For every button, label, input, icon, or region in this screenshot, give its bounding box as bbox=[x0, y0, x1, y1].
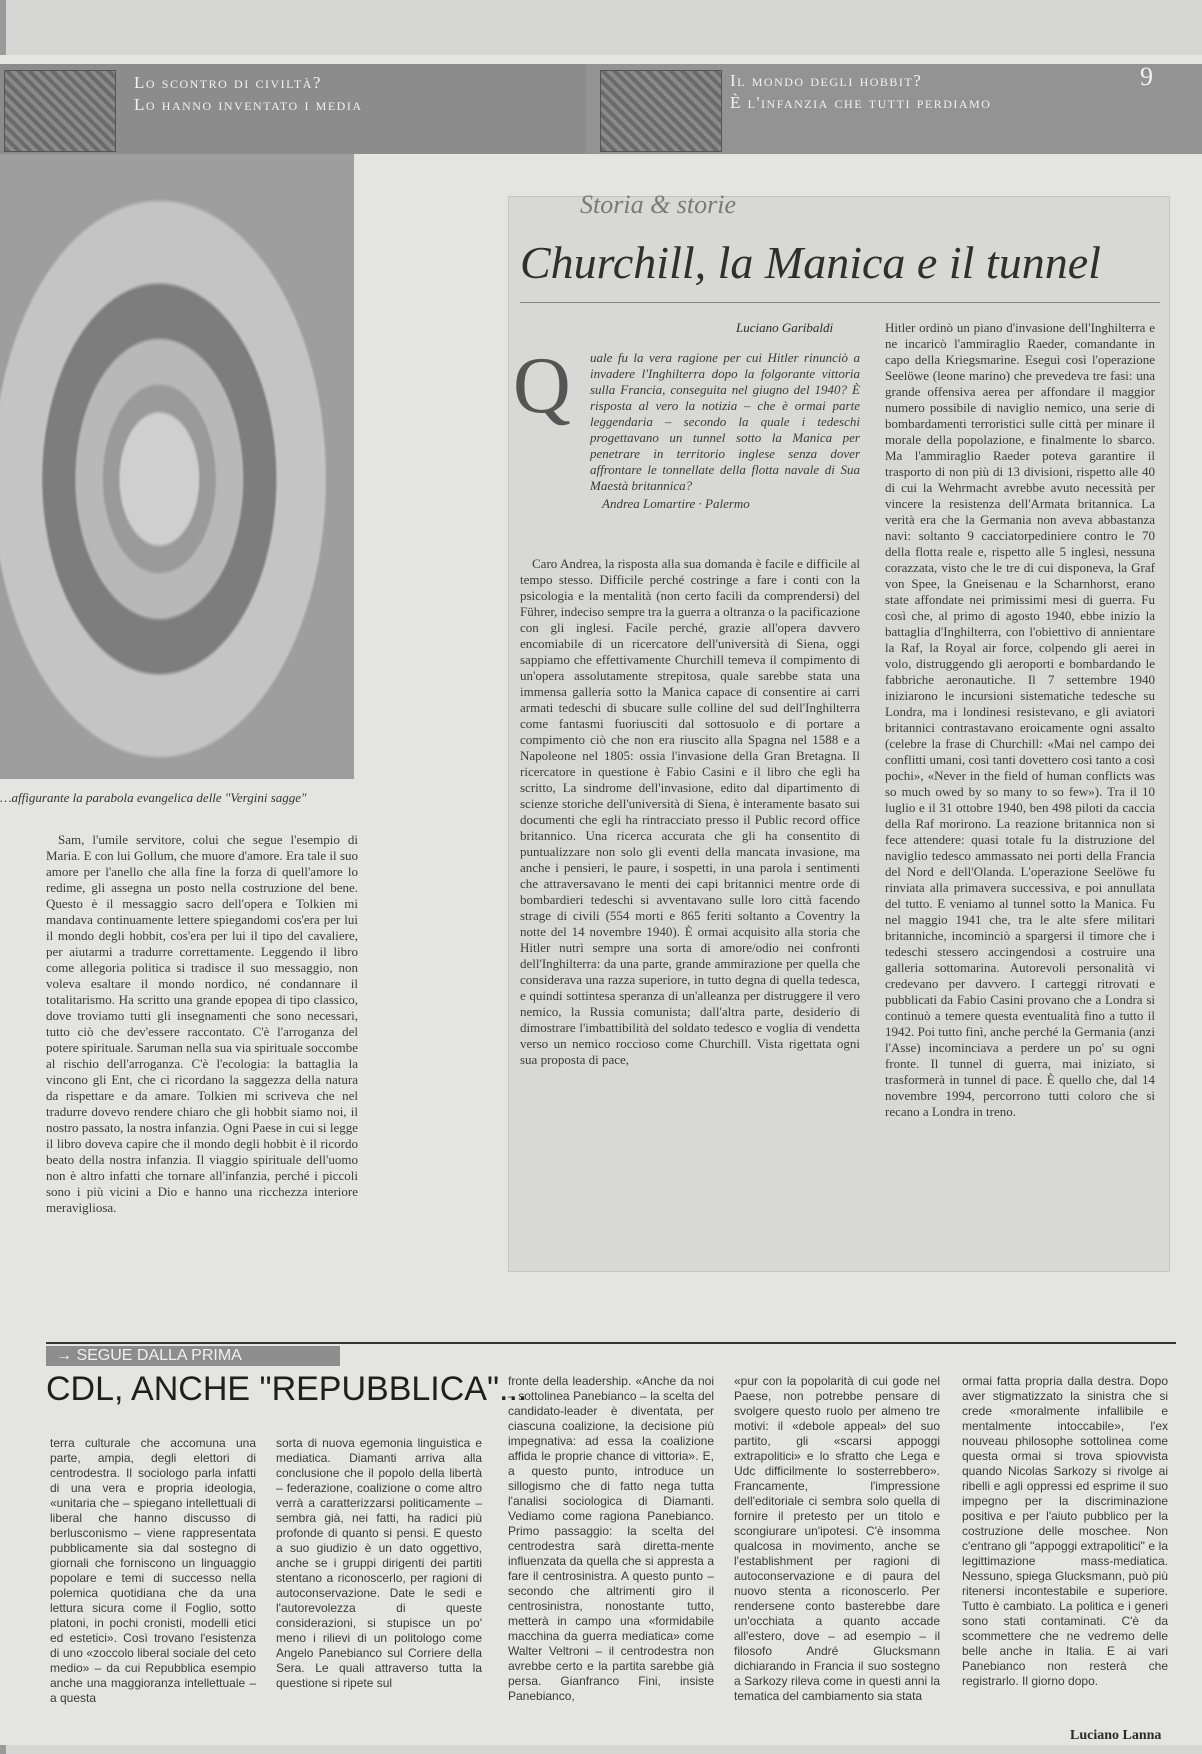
headline-rule bbox=[520, 302, 1160, 303]
bottom-column-4: «pur con la popolarità di cui gode nel Paese, non potrebbe pensare di svolgere questo ruolo per almeno tre motivi: il «debole appeal» del suo partito, gli «scarsi appoggi extrapolitici» e lo sfratto che Lega e Udc difficilmente lo sosterrebbero». Francamente, l'impressione dell'editoriale ci sembra solo quella di fornire il pretesto per un titolo e scongiurare un'ipotesi. C'è insomma qualcosa in movimento, anche se l'establishment per ragioni di autoconservazione e di paura del nuovo stenta a riconoscerlo. Per rendersene conto basterebbe dare un'occhiata a quanto accade all'estero, dove – ad esempio – il filosofo André Glucksmann dichiarando in Francia il suo sostegno a Sarkozy rileva come in questi anni la tematica del cambiamento sia stata bbox=[734, 1374, 940, 1703]
photo-caption: …affigurante la parabola evangelica delle "Vergini sagge" bbox=[0, 790, 307, 805]
teaser-left-line2: Lo hanno inventato i media bbox=[134, 95, 363, 114]
bottom-signature: Luciano Lanna bbox=[1070, 1728, 1162, 1743]
article-column-2-text: Hitler ordinò un piano d'invasione dell'Inghilterra e ne incaricò l'ammiraglio Raeder, comandante in capo della Kriegsmarine. Eseguì così l'operazione Seelöwe (leone marino) che prevedeva tre fasi: una grande offensiva aerea per affondare il maggior numero possibile di naviglio nemico, una serie di bombardamenti terroristici sulle città per minare il morale della popolazione, e finalmente lo sbarco. Ma l'ammiraglio Raeder poteva garantire il trasporto di non più di 13 divisioni, rispetto alle 40 di cui la Wehrmacht avrebbe avuto necessità per vincere la resistenza dell'Armata britannica. La verità era che la Germania non aveva abbastanza navi: soltanto 9 cacciatorpediniere contro le 70 della flotta reale e, rispetto alle 5 inglesi, nessuna corazzata, visto che le tre di cui disponeva, la Graf von Spee, la Gneisenau e la Scharnhorst, erano state affondate nei primissimi mesi di guerra. Fu così che, al primo di agosto 1940, ebbe inizio la battaglia d'Inghilterra, con l'obiettivo di annientare la Raf, la Royal air force, colpendo gli aerei in volo, distruggendo gli aeroporti e bombardando le fabbriche aeronautiche. Il 7 settembre 1940 iniziarono le incursioni sistematiche tedesche su Londra, ma i londinesi resistevano, e gli aviatori britannici contrastavano eroicamente ogni assalto (celebre la frase di Churchill: «Mai nel campo dei conflitti umani, così tanti dovettero così tanto a così pochi», «Never in the field of human conflicts was so much owed by so many to so few»). Tra il 10 luglio e il 31 ottobre 1940, ben 498 piloti da caccia della Raf morirono. La reazione britannica non si fece attendere: quasi totale fu la distruzione del naviglio tedesco ammassato nei porti della Francia del Nord e dell'Olanda. L'operazione Seelöwe fu rinviata alla primavera successiva, e poi annullata del tutto. E veniamo al tunnel sotto la Manica. Fu nel maggio 1941 che, tra le alte sfere militari britanniche, incominciò a spargersi il timore che i tedeschi stessero accingendosi a costruire una galleria sottomarina. Autorevoli personalità vi credevano per davvero. I carteggi ritrovati e pubblicati da Fabio Casini provano che a Londra si continuò a temere questa eventualità fino a tutto il 1942. Poi tutto finì, anche perché la Germania (anzi l'Asse) incominciava a perdere un po' su ogni fronte. Il tunnel di guerra, mai iniziato, si trasformerà in tunnel di pace. È quello che, dal 14 novembre 1994, percorrono tutti coloro che si recano a Londra in treno. bbox=[885, 320, 1155, 1119]
teaser-left bbox=[134, 72, 363, 116]
teaser-right-line1: Il mondo degli hobbit? bbox=[730, 71, 923, 90]
article-headline: Churchill, la Manica e il tunnel bbox=[520, 237, 1101, 288]
bottom-column-1: terra culturale che accomuna una parte, ampia, degli elettori di centrodestra. Il sociologo parla infatti di una vera e propria ideologia, «unitaria che – spiegano intellettuali di liberal che hanno discusso di berlusconismo – viene rappresentata pubblicamente sia dal sostegno di giornali che forniscono un linguaggio popolare e temi di successo nella polemica quotidiana che da una lettura sicura come il Foglio, sotto platoni, in pochi cronisti, modelli etici ed estetici». Così trovano l'esistenza di uno «zoccolo liberal sociale del ceto medio» – da cui Repubblica esempio anche una maggioranza intellettuale – a questa bbox=[50, 1436, 256, 1705]
left-column-paragraph: Sam, l'umile servitore, colui che segue l'esempio di Maria. E con lui Gollum, che muore d'amore. Era tale il suo amore per l'anello che alla fine la forza di quell'amore lo redime, gli assegna un posto nella costruzione del bene. Questo è il messaggio sacro dell'opera e Tolkien mi mandava continuamente lettere spiegandomi cos'era per lui il mondo degli hobbit, cos'era per lui il tipo del cavaliere, per aiutarmi a tradurre correttamente. Leggendo il libro come allegoria politica si tradisce il suo messaggio, non voleva esaltare il mondo nordico, né condannare il totalitarismo. Ha scritto una grande epopea di tipo classico, dove troviamo tutti gli insegnamenti che sono necessari, tutto ciò che dev'essere raccontato. C'è l'arroganza del potere spirituale. Saruman nella sua via spirituale soccombe al rischio dell'arroganza. C'è l'ecologia: la battaglia la vincono gli Ent, che ci ricordano la saggezza della natura da rispettare e da amare. Tolkien mi scriveva che nel tradurre dovevo rendere chiaro che gli hobbit siamo noi, il nostro passato, la nostra infanzia. Ogni Paese in cui si legge il libro doveva capire che il mondo degli hobbit è il ricordo beato della nostra infanzia. Il viaggio spirituale dell'uomo non è altro infatti che tornare all'infanzia, perché i piccoli sono i più vicini a Dio e hanno una ricchezza interiore meravigliosa. bbox=[46, 832, 358, 1215]
reader-question-text: uale fu la vera ragione per cui Hitler rinunciò a invadere l'Inghilterra dopo la folgorante vittoria sulla Francia, conseguita nel giugno del 1940? È risposta al vero la notizia – che è ormai parte leggendaria – secondo la quale i tedeschi progettavano un tunnel sotto la Manica per penetrare in territorio inglese senza dover affrontare le tonnellate della flotta navale di Sua Maestà britannica? bbox=[590, 350, 860, 493]
section-divider bbox=[46, 1342, 1176, 1344]
article-column-1-text: Caro Andrea, la risposta alla sua domanda è facile e difficile al tempo stesso. Difficile perché costringe a fare i conti con la psicologia e la mentalità (non certo facili da comprendersi) del Führer, indeciso sempre tra la guerra a oltranza o la pacificazione con gli inglesi. Facile perché, grazie all'opera davvero encomiabile di un ricercatore dell'università di Siena, oggi sappiamo che effettivamente Churchill temeva il compimento di un'opera assolutamente strepitosa, quale sarebbe stata una immensa galleria sotto la Manica capace di consentire ai carri armati tedeschi di sbucare sulle colline del sud dell'Inghilterra come fantasmi fuoriusciti dal sottosuolo e di portare a compimento ciò che non era riuscito alla Spagna nel 1588 e a Napoleone nel 1805: ossia l'invasione della Gran Bretagna. Il ricercatore in questione è Fabio Casini e il libro che egli ha scritto, La sindrome dell'invasione, edito dal dipartimento di scienze storiche dell'università di Siena, è interamente basato sui documenti che egli ha rintracciato presso il Public record office britannico. Una ricerca accurata che gli ha consentito di puntualizzare non solo gli eventi della mancata invasione, ma anche i pensieri, le paure, i sospetti, in una parola i sentimenti che attraversavano le menti dei capi britannici mentre orde di bombardieri tedeschi si avventavano sulle loro città facendo strage di civili (554 morti e 865 feriti soltanto a Coventry la notte del 14 novembre 1940). È ormai acquisito alla storia che Hitler nutrì sempre una sorta di amore/odio nei confronti dell'Inghilterra: da una parte, grande ammirazione per quella che considerava una razza superiore, in tutto degna di quella tedesca, e quindi sottintesa speranza di un'alleanza per distruggere il vero nemico, la Russia comunista; dall'altra parte, desiderio di dimostrare l'imbattibilità del soldato tedesco e voglia di vendetta verso un nemico roccioso come Churchill. Vista rigettata ogni sua proposta di pace, bbox=[520, 556, 860, 1067]
drop-cap: Q bbox=[513, 342, 571, 430]
teaser-right bbox=[730, 70, 991, 114]
reader-question-signature: Andrea Lomartire · Palermo bbox=[602, 496, 750, 511]
ornament-thumbnail-left bbox=[4, 70, 116, 152]
bottom-headline: CDL, ANCHE "REPUBBLICA"... bbox=[46, 1370, 528, 1408]
bottom-column-3: fronte della leadership. «Anche da noi – sottolinea Panebianco – la scelta del candidato-leader è diventata, per ciascuna coalizione, la decisione più impegnativa: ad essa la coalizione affida le proprie chance di vittoria». E, a questo punto, introduce un sillogismo che di fatto nega tutta l'analisi sociologica di Diamanti. Vediamo come ragiona Panebianco. Primo passaggio: la scelta del centrodestra sarà diretta-mente influenzata da quella che si appresta a fare il centrosinistra. A questo punto – secondo che altrimenti giro il centrosinistra, nonostante tutto, metterà in campo una «formidabile macchina da guerra mediatica» come Walter Veltroni – il centrodestra non avrebbe certo e la partita sarebbe già persa. Gianfranco Fini, insiste Panebianco, bbox=[508, 1374, 714, 1703]
page-number: 9 bbox=[1140, 62, 1153, 91]
portrait-photo bbox=[0, 154, 354, 779]
teaser-right-line2: È l'infanzia che tutti perdiamo bbox=[730, 93, 992, 112]
reader-question bbox=[590, 350, 860, 514]
bottom-column-5: ormai fatta propria dalla destra. Dopo aver stigmatizzato la sinistra che si crede «moralmente infallibile e mentalmente intoccabile», l'ex nouveau philosophe sottolinea come questa ormai si trova spiovvista quando Nicolas Sarkozy si rivolge ai ribelli e agli oppressi ed esprime il suo impegno per la discriminazione positiva e per l'aiuto pubblico per la costruzione delle moschee. Non c'entrano gli "appoggi extrapolitici" e la legittimazione mass-mediatica. Nessuno, spiega Glucksmann, può più ritenersi incontestabile e superiore. Tutto è cambiato. La politica e i generi sono stati contaminati. C'è da scommettere che ne vedremo delle belle anche in Italia. E ai vari Panebianco non resterà che registrarlo. Il giorno dopo. bbox=[962, 1374, 1168, 1688]
article-byline: Luciano Garibaldi bbox=[736, 320, 834, 335]
article-column-1 bbox=[520, 556, 860, 1070]
teaser-left-line1: Lo scontro di civiltà? bbox=[134, 73, 322, 92]
article-column-2 bbox=[885, 320, 1155, 1122]
article-kicker: Storia & storie bbox=[580, 190, 737, 219]
bottom-column-2: sorta di nuova egemonia linguistica e mediatica. Diamanti arriva alla conclusione che il popolo della libertà – federazione, coalizione o come altro verrà a caratterizzarsi politicamente – sembra già, nei fatti, ha radici più profonde di quanto si pensi. E questo a suo giudizio è un dato oggettivo, anche se i gruppi dirigenti dei partiti stentano a riconoscerlo, per ragioni di autoconservazione. Date le sedi e l'autorevolezza di queste considerazioni, si stupisce un po' meno i rilievi di un politologo come Angelo Panebianco sul Corriere della Sera. Le quali attraverso tutta la questione si ripete sul bbox=[276, 1436, 482, 1690]
painting-thumbnail-right bbox=[600, 70, 722, 152]
left-column-text bbox=[46, 832, 358, 1218]
segue-label: → SEGUE DALLA PRIMA bbox=[46, 1346, 340, 1366]
